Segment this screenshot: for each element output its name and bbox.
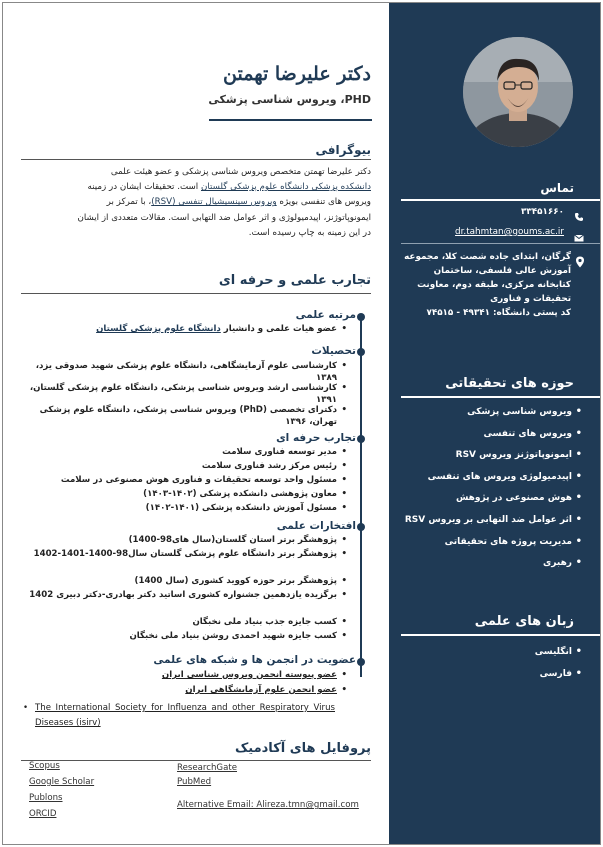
list-item: • اثر عوامل ضد التهابی بر ویروس RSV [401, 513, 601, 535]
list-item: • انگلیسی [401, 645, 601, 667]
bio-paragraph [13, 165, 371, 241]
honor-item: • پژوهشگر برتر دانشگاه علوم پزشکی گلستان سال98-1400-1401-1402 [21, 549, 337, 561]
email-link[interactable]: dr.tahmtan@goums.ac.ir [455, 227, 564, 237]
list-item: • فارسی [401, 667, 601, 689]
address-line-3: کتابخانه مرکزی، طبقه دوم، معاونت [417, 280, 571, 290]
address-line-4: تحقیقات و فناوری [490, 294, 571, 304]
honor-item: • کسب جایزه شهید احمدی روشن بنیاد ملی نخبگان [21, 631, 337, 643]
work-item: • معاون پژوهشی دانشکده پزشکی (۱۴۰۲-۱۴۰۳) [21, 489, 337, 501]
honor-item: • پژوهشگر برتر استان گلستان(سال های98-1400) [21, 535, 337, 547]
university-link[interactable]: دانشگاه علوم پزشکی گلستان [96, 324, 221, 334]
profile-photo [463, 37, 573, 147]
membership-title: عضویت در انجمن ها و شبکه های علمی [153, 654, 356, 666]
membership-item[interactable]: • عضو پیوسته انجمن ویروس شناسی ایران [21, 670, 337, 682]
work-item: • مدیر توسعه فناوری سلامت [21, 447, 337, 459]
list-item: • هوش مصنوعی در پژوهش [401, 491, 601, 513]
list-item: • اپیدمیولوژی ویروس های تنفسی [401, 470, 601, 492]
research-divider [401, 396, 601, 398]
education-item: • کارشناسی علوم آزمایشگاهی، دانشگاه علوم پزشکی شهید صدوقی یزد، ۱۳۸۹ [21, 361, 337, 384]
list-item: • ویروس های تنفسی [401, 427, 601, 449]
honor-item: • پژوهشگر برتر حوزه کووید کشوری (سال 1400) [21, 576, 337, 588]
portrait-image [463, 37, 573, 147]
main-content [3, 3, 389, 845]
honors-title: افتخارات علمی [276, 520, 356, 532]
timeline-node [357, 658, 365, 666]
list-item: • رهبری [401, 556, 601, 578]
timeline-node [357, 313, 365, 321]
subtitle: PHD، ویروس شناسی پزشکی [208, 93, 371, 106]
list-item: • ایمونوپاتوژنز ویروس RSV [401, 448, 601, 470]
researchgate-link[interactable]: ResearchGate [177, 763, 238, 773]
experience-title: تجارب علمی و حرفه ای [218, 273, 371, 288]
bio-line-1: دکتر علیرضا تهمتن متخصص ویروس شناسی پزشکی و عضو هیئت علمی [110, 167, 371, 177]
languages-list [401, 645, 601, 688]
work-title: تجارب حرفه ای [276, 432, 356, 444]
work-item: • مسئول آموزش دانشکده پزشکی (۱۴۰۱-۱۴۰۲) [21, 503, 337, 515]
google-scholar-link[interactable]: Google Scholar [29, 777, 95, 787]
alternative-email-link[interactable]: Alternative Email: Alireza.tmn@gmail.com [177, 800, 359, 810]
page-title: دکتر علیرضا تهمتن [223, 63, 371, 85]
honor-item: • کسب جایزه جذب بنیاد ملی نخبگان [21, 617, 337, 629]
phone-number: ۳۳۴۵۱۶۶۰ [521, 207, 564, 217]
experience-divider [21, 293, 371, 294]
phone-icon [574, 207, 584, 217]
sidebar [389, 3, 601, 845]
address-line-1: گرگان، ابتدای جاده شصت کلا، مجموعه [404, 252, 571, 262]
membership-item[interactable]: • عضو انجمن علوم آزمایشگاهی ایران [21, 685, 337, 697]
publons-link[interactable]: Publons [29, 793, 63, 803]
timeline-node [357, 435, 365, 443]
rank-title: مرتبه علمی [295, 309, 356, 321]
resume-page [2, 2, 601, 845]
orcid-link[interactable]: ORCID [29, 809, 57, 819]
list-item: • مدیریت پروژه های تحقیقاتی [401, 535, 601, 557]
research-list [401, 405, 601, 578]
languages-divider [401, 634, 601, 636]
education-item: • دکترای تخصصی (PhD) ویروس شناسی پزشکی، دانشگاه علوم پزشکی تهران، ۱۳۹۶ [21, 405, 337, 428]
pubmed-link[interactable]: PubMed [177, 777, 212, 787]
profiles-divider [21, 760, 371, 761]
title-underline [209, 119, 372, 121]
timeline-node [357, 348, 365, 356]
profiles-title: پروفایل های آکادمیک [234, 741, 371, 756]
isirv-link[interactable]: • The International Society for Influenza and other Respiratory Virus Diseases (isirv) [35, 701, 335, 731]
rsv-link[interactable]: ویروس سینسیشیال تنفسی (RSV) [151, 197, 277, 208]
education-item: • کارشناسی ارشد ویروس شناسی پزشکی، دانشگاه علوم پزشکی گلستان، ۱۳۹۱ [21, 383, 337, 406]
contact-title: تماس [540, 181, 574, 195]
contact-divider [401, 199, 601, 201]
work-item: • مسئول واحد توسعه تحقیقات و فناوری هوش مصنوعی در سلامت [21, 475, 337, 487]
rank-item: • عضو هیات علمی و دانشیار دانشگاه علوم پزشکی گلستان [21, 324, 337, 336]
email-icon [574, 228, 584, 238]
education-title: تحصیلات [311, 345, 356, 357]
timeline-line [360, 315, 362, 677]
work-item: • رئیس مرکز رشد فناوری سلامت [21, 461, 337, 473]
faculty-link[interactable]: دانشکده پزشکی دانشگاه علوم پزشکی گلستان [200, 182, 371, 193]
research-title: حوزه های تحقیقاتی [445, 376, 574, 391]
bio-line-2: دانشکده پزشکی دانشگاه علوم پزشکی گلستان است. تحقیقات ایشان در زمینه [87, 182, 371, 193]
list-item: • ویروس شناسی پزشکی [401, 405, 601, 427]
honor-item: • برگزیده یازدهمین جشنواره کشوری اساتید دکتر بهادری-دکتر دبیری 1402 [21, 590, 337, 602]
bio-line-5: در این زمینه به چاپ رسیده است. [248, 227, 371, 238]
address-line-2: آموزش عالی فلسفی، ساختمان [433, 266, 571, 276]
contact-underline [401, 243, 601, 244]
languages-title: زبان های علمی [474, 614, 574, 629]
bio-title: بیوگرافی [315, 143, 371, 157]
bio-line-4: ایمونوپاتوژنز، اپیدمیولوژی و اثر عوامل ضد التهابی است. مقالات متعددی از ایشان [77, 212, 371, 223]
scopus-link[interactable]: Scopus [29, 761, 60, 771]
bio-divider [21, 159, 371, 160]
bio-line-3: ویروس های تنفسی بویژه ویروس سینسیشیال تنفسی (RSV)، با تمرکز بر [106, 197, 371, 208]
postal-code: کد پستی دانشگاه: ۴۹۳۴۱ - ۷۴۵۱۵ [426, 308, 571, 318]
location-icon [575, 253, 585, 263]
timeline-node [357, 523, 365, 531]
